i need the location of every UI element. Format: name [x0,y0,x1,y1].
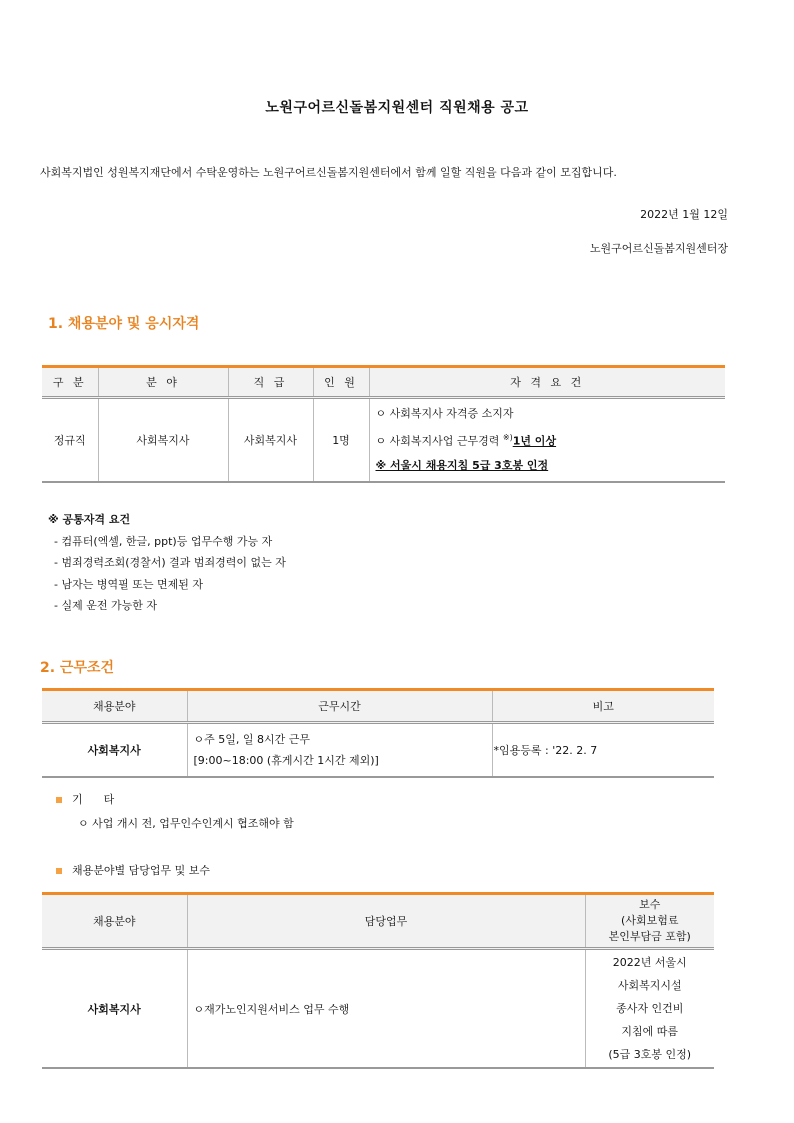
pay-line: 2022년 서울시 [612,956,687,969]
cell-qualifications [369,398,725,483]
etc-heading-row [56,788,294,812]
announcement-date: 2022년 1월 12일 [640,208,728,221]
header-note: 비고 [492,690,714,723]
qualification-2-note: ※) [502,433,513,443]
duties-heading: 채용분야별 담당업무 및 보수 [72,864,211,877]
cell-note: *임용등록 : '22. 2. 7 [492,723,714,778]
common-requirements-heading: ※ 공통자격 요건 [48,513,131,526]
intro-text: 사회복지법인 성원복지재단에서 수탁운영하는 노원구어르신돌봄지원센터에서 함께 일할 직원을 다음과 같이 모집합니다. [40,166,617,179]
etc-section [56,788,294,836]
hours-line-1: ㅇ주 5일, 일 8시간 근무 [193,733,310,746]
header-rank: 직 급 [228,367,313,398]
common-requirements [48,509,286,617]
hours-line-2: [9:00~18:00 (휴게시간 1시간 제외)] [193,754,379,767]
duties-heading-row [56,862,210,878]
list-item: - 남자는 병역필 또는 면제된 자 [54,577,203,591]
header-pay: 보수 (사회보험료 본인부담금 포함) [585,894,714,949]
list-item: - 컴퓨터(엑셀, 한글, ppt)등 업무수행 가능 자 [54,534,273,548]
cell-field: 사회복지사 [42,949,187,1069]
table-header-row [42,690,714,723]
header-duty: 담당업무 [187,894,585,949]
cell-field: 사회복지사 [42,723,187,778]
section2-heading: 2. 근무조건 [40,660,115,676]
table-row [42,949,714,1069]
header-qualifications: 자 격 요 건 [369,367,725,398]
cell-field: 사회복지사 [98,398,228,483]
issuer-name: 노원구어르신돌봄지원센터장 [589,242,728,255]
cell-rank: 사회복지사 [228,398,313,483]
qualification-3: ※ 서울시 채용지침 5급 3호봉 인정 [375,458,549,472]
cell-count: 1명 [313,398,369,483]
pay-line: (5급 3호봉 인정) [608,1048,692,1061]
page-title: 노원구어르신돌봄지원센터 직원채용 공고 [265,100,529,116]
list-item: - 범죄경력조회(경찰서) 결과 범죄경력이 없는 자 [54,556,286,569]
qualification-2-value: 1년 이상 [512,434,557,448]
header-hours: 근무시간 [187,690,492,723]
qualification-2-text: ㅇ 사회복지사업 근무경력 [375,434,503,448]
header-field: 분 야 [98,367,228,398]
qualification-2 [376,426,725,454]
qualification-1: ㅇ 사회복지사 자격증 소지자 [375,407,514,421]
table-row [42,398,725,483]
cell-pay [585,949,714,1069]
cell-duty: ㅇ재가노인지원서비스 업무 수행 [187,949,585,1069]
header-field: 채용분야 [42,894,187,949]
qualifications-table [42,365,725,483]
table-header-row [42,367,725,398]
cell-type: 정규직 [42,398,98,483]
etc-heading: 기 타 [72,793,115,806]
square-bullet-icon [56,868,62,874]
etc-item: ㅇ 사업 개시 전, 업무인수인계시 협조해야 함 [78,817,294,830]
pay-line: 사회복지시설 [617,979,682,992]
working-conditions-table [42,688,714,778]
header-field: 채용분야 [42,690,187,723]
section1-heading: 1. 채용분야 및 응시자격 [48,316,200,332]
table-row [42,723,714,778]
cell-hours [187,723,492,778]
list-item: - 실제 운전 가능한 자 [54,599,157,612]
square-bullet-icon [56,797,62,803]
pay-line: 종사자 인건비 [616,1002,684,1015]
duties-table [42,892,714,1069]
header-count: 인 원 [313,367,369,398]
header-type: 구 분 [42,367,98,398]
table-header-row [42,894,714,949]
pay-line: 지침에 따름 [621,1025,679,1038]
